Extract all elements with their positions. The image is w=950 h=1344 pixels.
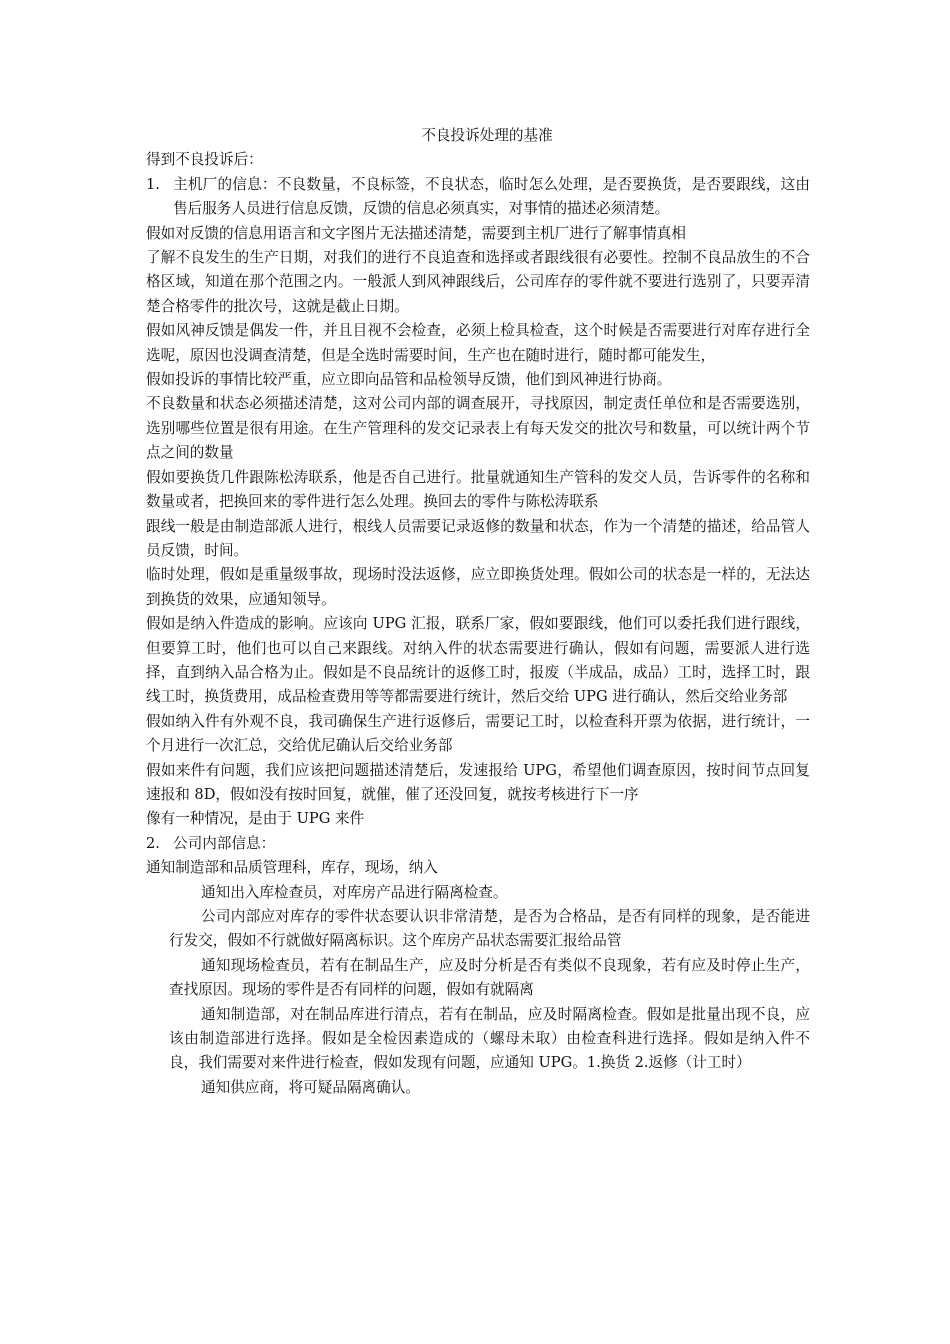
list-item-2 [146, 832, 810, 856]
paragraph: 假如是纳入件造成的影响。应该向 UPG 汇报，联系厂家，假如要跟线，他们可以委托我们进行跟线，但要算工时，他们也可以自己来跟线。对纳入件的状态需要进行确认，假如有问题，需要派人进行选择，直到纳入品合格为止。假如是不良品统计的返修工时，报废（半成品，成品）工时，选择工时，跟线工时，换货费用，成品检查费用等等都需要进行统计，然后交给 UPG 进行确认，然后交给业务部 [146, 615, 810, 706]
paragraph: 不良数量和状态必须描述清楚，这对公司内部的调查展开，寻找原因，制定责任单位和是否需要选别，选别哪些位置是很有用途。在生产管理科的发交记录表上有每天发交的批次号和数量，可以统计两个节点之间的数量 [146, 395, 810, 462]
list-item-text: 主机厂的信息：不良数量，不良标签，不良状态，临时怎么处理，是否要换货，是否要跟线，这由售后服务人员进行信息反馈，反馈的信息必须真实，对事情的描述必须清楚。 [173, 175, 810, 218]
sub-paragraph: 通知出入库检查员，对库房产品进行隔离检查。 [201, 883, 508, 901]
paragraph: 临时处理，假如是重量级事故，现场时没法返修，应立即换货处理。假如公司的状态是一样的，无法达到换货的效果，应通知领导。 [146, 566, 810, 608]
paragraph: 假如风神反馈是偶发一件，并且目视不会检查，必须上检具检查，这个时候是否需要进行对库存进行全选呢，原因也没调查清楚，但是全选时需要时间，生产也在随时进行，随时都可能发生， [146, 322, 810, 364]
list-item-1 [146, 173, 810, 222]
paragraph: 假如纳入件有外观不良，我司确保生产进行返修后，需要记工时，以检查科开票为依据，进行统计，一个月进行一次汇总，交给优尼确认后交给业务部 [146, 712, 810, 755]
notify-line: 通知制造部和品质管理科，库存，现场，纳入 [146, 859, 438, 877]
document-body [146, 124, 810, 1100]
paragraph: 假如来件有问题，我们应该把问题描述清楚后，发速报给 UPG，希望他们调查原因，按时间节点回复速报和 8D，假如没有按时回复，就催，催了还没回复，就按考核进行下一序 [146, 761, 810, 803]
sub-paragraph: 通知现场检查员，若有在制品生产，应及时分析是否有类似不良现象，若有应及时停止生产，查找原因。现场的零件是否有同样的问题，假如有就隔离 [169, 956, 810, 999]
sub-section [146, 881, 810, 1101]
paragraph: 假如要换货几件跟陈松涛联系，他是否自己进行。批量就通知生产管科的发交人员，告诉零件的名称和数量或者，把换回来的零件进行怎么处理。换回去的零件与陈松涛联系 [146, 468, 810, 511]
sub-paragraph: 公司内部应对库存的零件状态要认识非常清楚，是否为合格品，是否有同样的现象，是否能进行发交，假如不行就做好隔离标识。这个库房产品状态需要汇报给品管 [169, 908, 810, 950]
paragraph: 了解不良发生的生产日期，对我们的进行不良追查和选择或者跟线很有必要性。控制不良品放生的不合格区域，知道在那个范围之内。一般派人到风神跟线后，公司库存的零件就不要进行选别了，只要弄清楚合格零件的批次号，这就是截止日期。 [146, 249, 810, 315]
list-number: 2. [146, 834, 160, 852]
paragraph: 假如对反馈的信息用语言和文字图片无法描述清楚，需要到主机厂进行了解事情真相 [146, 224, 686, 242]
paragraph: 跟线一般是由制造部派人进行，根线人员需要记录返修的数量和状态，作为一个清楚的描述，给品管人员反馈，时间。 [146, 517, 810, 559]
list-number: 1. [146, 175, 160, 193]
paragraph: 假如投诉的事情比较严重，应立即向品管和品检领导反馈，他们到风神进行协商。 [146, 371, 672, 389]
sub-paragraph: 通知供应商，将可疑品隔离确认。 [201, 1078, 420, 1096]
list-item-text: 公司内部信息： [173, 834, 276, 852]
intro-line: 得到不良投诉后： [146, 151, 263, 169]
paragraph: 像有一种情况，是由于 UPG 来件 [146, 810, 365, 828]
sub-paragraph: 通知制造部，对在制品库进行清点，若有在制品，应及时隔离检查。假如是批量出现不良，应该由制造部进行选择。假如是全检因素造成的（螺母未取）由检查科进行选择。假如是纳入件不良，我们需要对来件进行检查，假如发现有问题，应通知 UPG。1.换货 2.返修（计工时） [169, 1005, 810, 1072]
document-title: 不良投诉处理的基准 [421, 127, 553, 144]
